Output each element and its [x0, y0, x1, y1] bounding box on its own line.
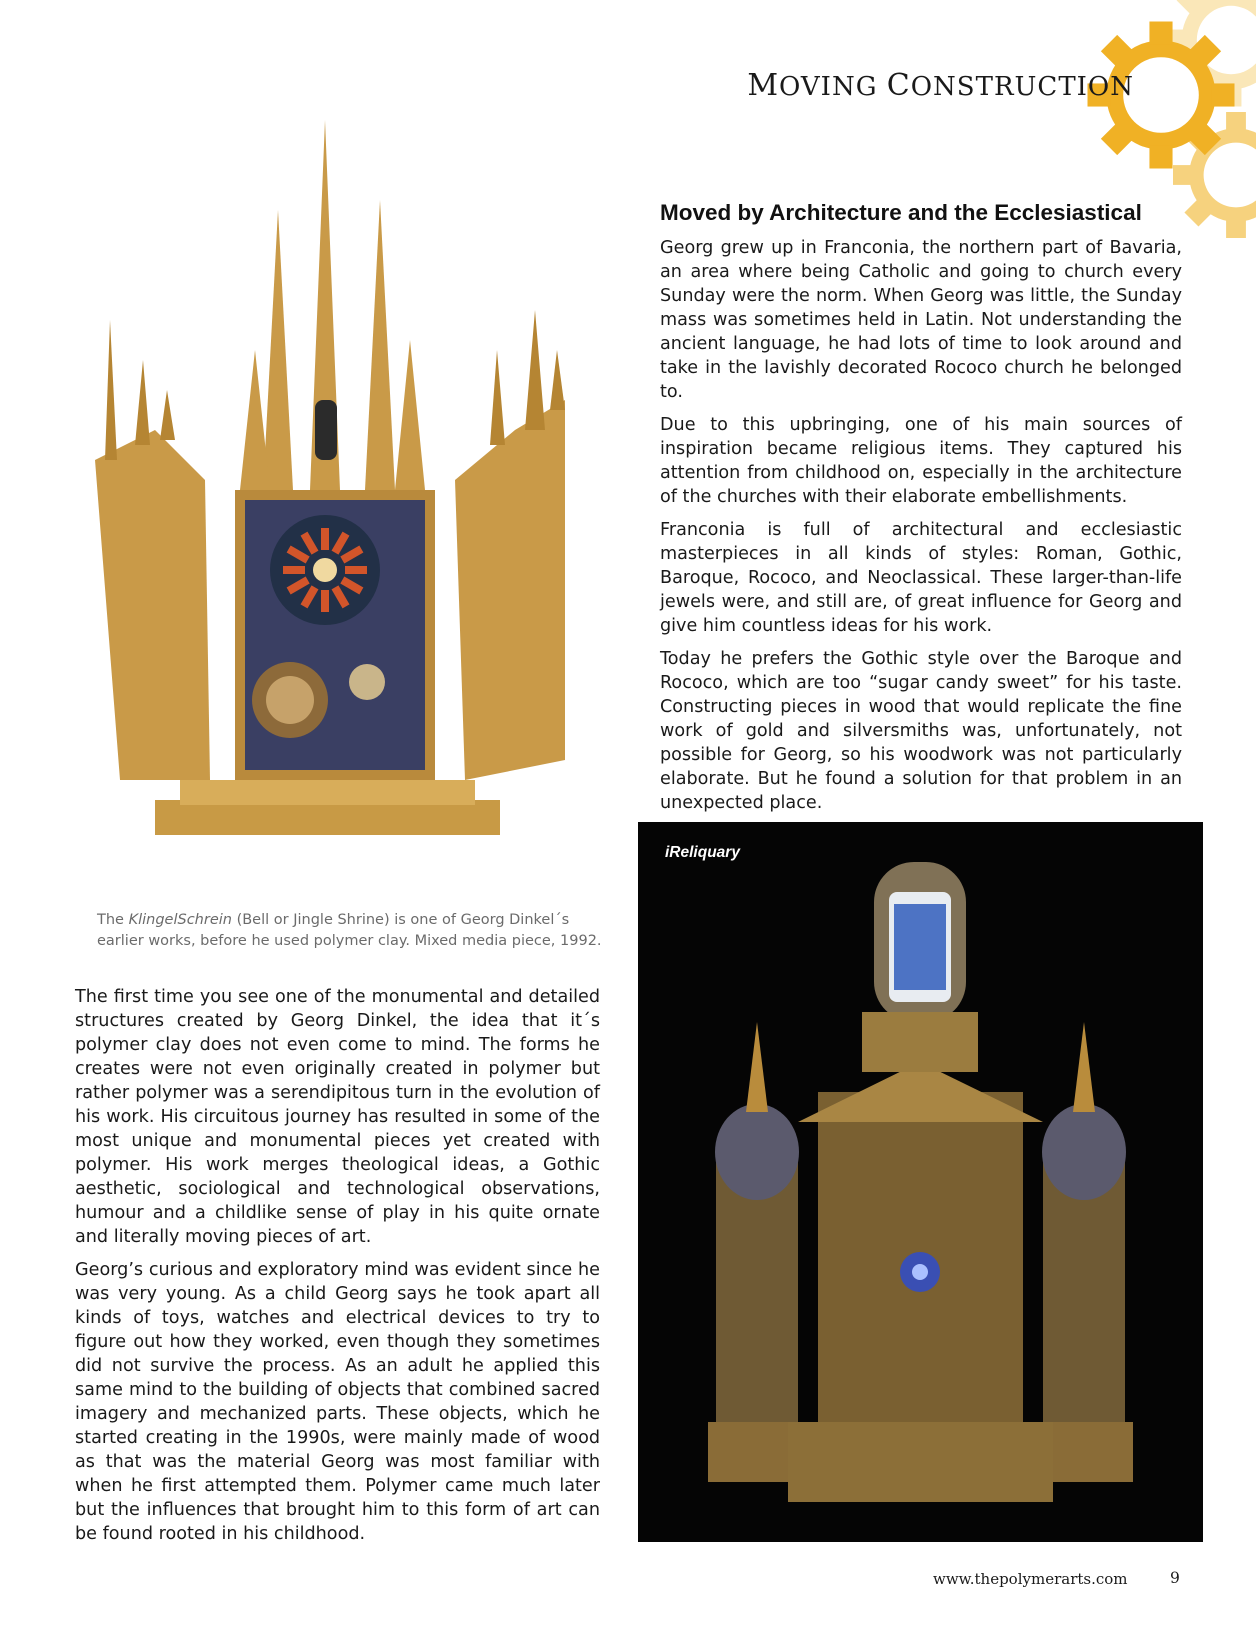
paragraph: Today he prefers the Gothic style over the Baroque and Rococo, which are too “sugar candy sweet” for his taste. Constructing pieces in wood that would replicate the fine work of gold and silversmiths was, unfortunately, not possible for Georg, so his woodwork was not particularly elaborate. But he found a solution for that problem in an unexpected place. [660, 649, 1182, 813]
photo-label: iReliquary [665, 844, 740, 861]
paragraph: Due to this upbringing, one of his main sources of inspiration became religious items. They captured his attention from childhood on, especially in the architecture of the churches with their elaborate embellishments. [660, 415, 1182, 507]
footer-url[interactable]: www.thepolymerarts.com [933, 1570, 1128, 1588]
shrine-caption: The KlingelSchrein (Bell or Jingle Shrine) is one of Georg Dinkel´s earlier works, before he used polymer clay. Mixed media piece, 1992. [97, 912, 602, 949]
paragraph: The first time you see one of the monumental and detailed structures created by Georg Dinkel, the idea that it´s polymer clay does not even come to mind. The forms he creates were not even originally created in polymer but rather polymer was a serendipitous turn in the evolution of his work. His circuitous journey has resulted in some of the most unique and monumental pieces yet created with polymer. His work merges theological ideas, a Gothic aesthetic, sociological and technological observations, humour and a childlike sense of play in his quite ornate and literally moving pieces of art. [75, 987, 600, 1247]
page-number: 9 [1170, 1569, 1180, 1587]
section-title: MOVING CONSTRUCTION [747, 68, 1134, 103]
paragraph: Georg’s curious and exploratory mind was evident since he was very young. As a child Georg says he took apart all kinds of toys, watches and electrical devices to try to figure out how they worked, even though they sometimes did not survive the process. As an adult he applied this same mind to the building of objects that combined sacred imagery and mechanized parts. These objects, which he started creating in the 1990s, were mainly made of wood as that was the material Georg was most familiar with when he first attempted them. Polymer came much later but the influences that brought him to this form of art can be found rooted in his childhood. [75, 1260, 600, 1544]
article-left-column [75, 985, 600, 1555]
section-heading: Moved by Architecture and the Ecclesiastical [660, 200, 1142, 225]
paragraph: Georg grew up in Franconia, the northern part of Bavaria, an area where being Catholic and going to church every Sunday were the norm. When Georg was little, the Sunday mass was sometimes held in Latin. Not understanding the ancient language, he had lots of time to look around and take in the lavishly decorated Rococo church he belonged to. [660, 238, 1182, 402]
ireliquary-image [638, 822, 1203, 1542]
paragraph: Franconia is full of architectural and ecclesiastic masterpieces in all kinds of styles: Roman, Gothic, Baroque, Rococo, and Neoclassical. These larger-than-life jewels were, and still are, of great influence for Georg and give him countless ideas for his work. [660, 520, 1182, 636]
ireliquary-photo [638, 822, 1203, 1542]
klingelschrein-image [95, 100, 605, 870]
article-right-column [660, 200, 1182, 824]
